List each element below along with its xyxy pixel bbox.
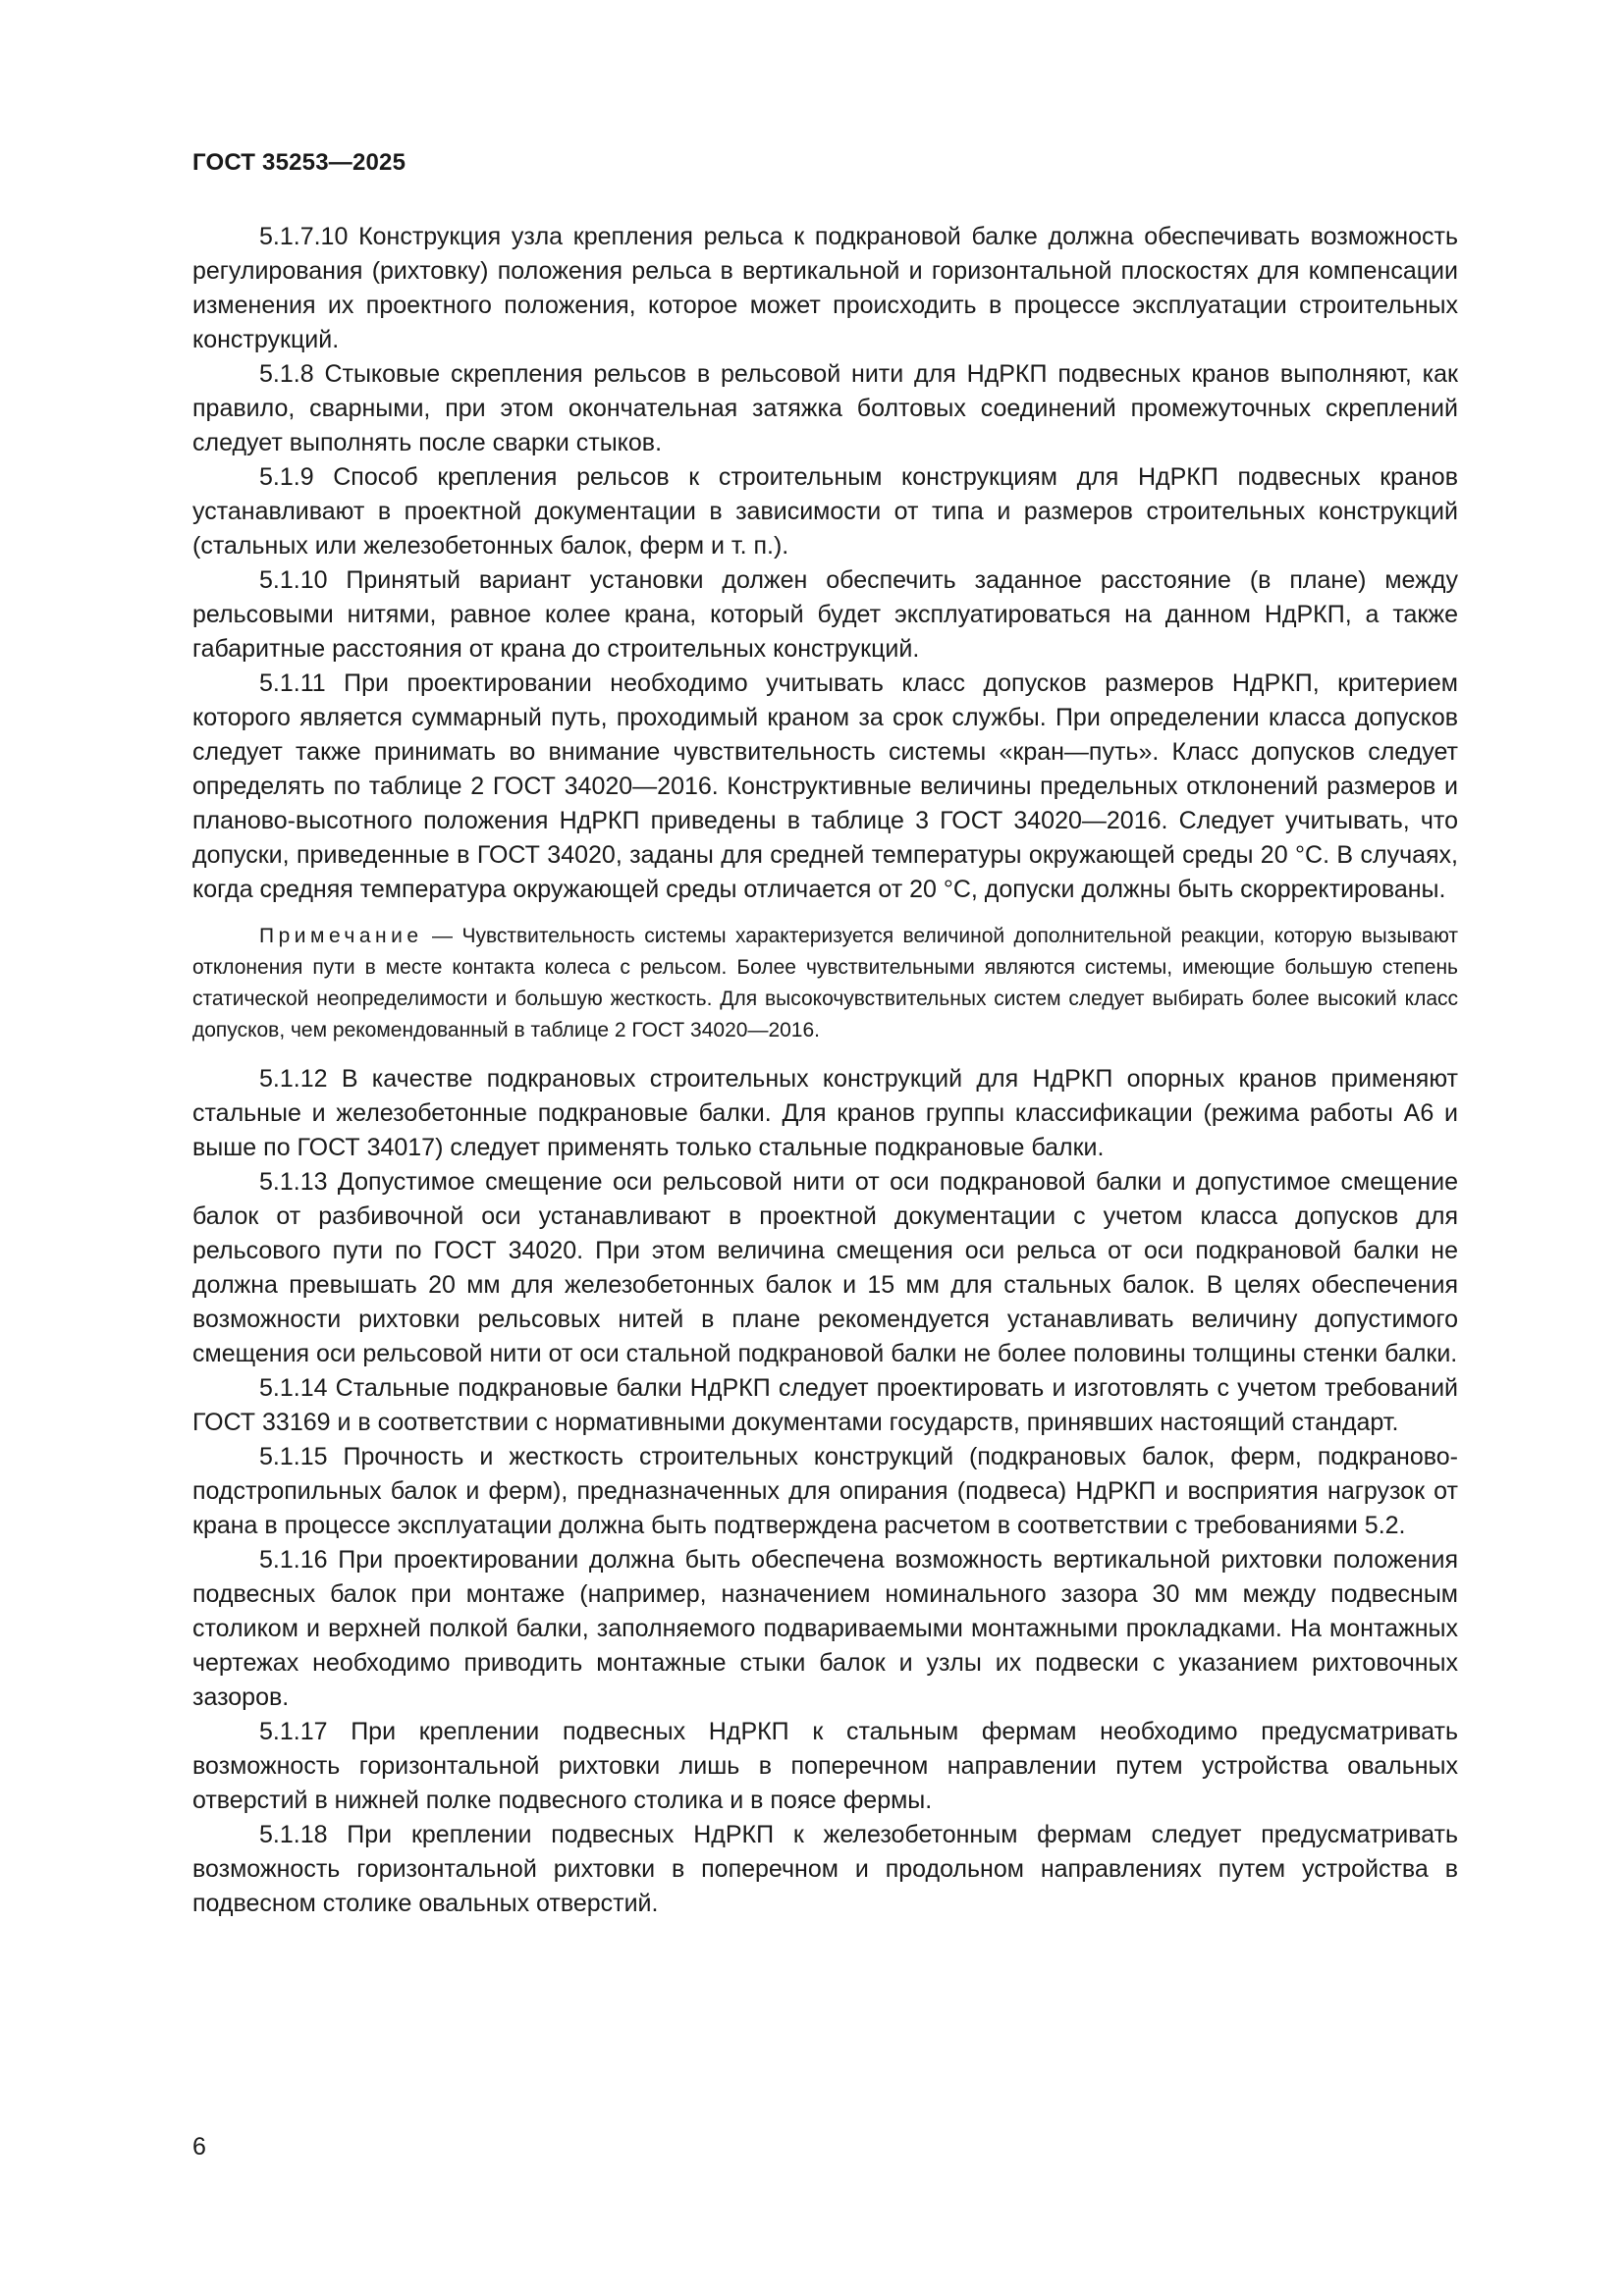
standard-header: ГОСТ 35253—2025 [192,149,406,176]
note-text: Чувствительность системы характеризуется величиной дополнительной реакции, которую вызывают отклонения пути в месте контакта колеса с рельсом. Более чувствительными являются системы, имеющие большую степень статической неопределимости и большую жесткость. Для высокочувствительных систем следует выбирать более высокий класс допусков, чем рекомендованный в таблице 2 ГОСТ 34020—2016. [192,925,1458,1041]
clause-5-1-16: 5.1.16 При проектировании должна быть обеспечена возможность вертикальной рихтовки положения подвесных балок при монтаже (например, назначением номинального зазора 30 мм между подвесным столиком и верхней полкой балки, заполняемого подвариваемыми монтажными прокладками. На монтажных чертежах необходимо приводить монтажные стыки балок и узлы их подвески с указанием рихтовочных зазоров. [192,1546,1458,1711]
clause-5-1-18: 5.1.18 При креплении подвесных НдРКП к железобетонным фермам следует предусматривать возможность горизонтальной рихтовки в поперечном и продольном направлениях путем устройства в подвесном столике овальных отверстий. [192,1821,1458,1917]
clause-5-1-8: 5.1.8 Стыковые скрепления рельсов в рельсовой нити для НдРКП подвесных кранов выполняют, как правило, сварными, при этом окончательная затяжка болтовых соединений промежуточных скреплений следует выполнять после сварки стыков. [192,360,1458,456]
note [192,921,1458,1046]
note-dash: — [422,925,462,947]
clause-5-1-14: 5.1.14 Стальные подкрановые балки НдРКП следует проектировать и изготовлять с учетом требований ГОСТ 33169 и в соответствии с нормативными документами государств, принявших настоящий стандарт. [192,1374,1458,1436]
clause-5-1-15: 5.1.15 Прочность и жесткость строительных конструкций (подкрановых балок, ферм, подкраново-подстропильных балок и ферм), предназначенных для опирания (подвеса) НдРКП и восприятия нагрузок от крана в процессе эксплуатации должна быть подтверждена расчетом в соответствии с требованиями 5.2. [192,1443,1458,1539]
clause-5-1-12: 5.1.12 В качестве подкрановых строительных конструкций для НдРКП опорных кранов применяют стальные и железобетонные подкрановые балки. Для кранов группы классификации (режима работы А6 и выше по ГОСТ 34017) следует применять только стальные подкрановые балки. [192,1065,1458,1161]
clause-5-1-7-10: 5.1.7.10 Конструкция узла крепления рельса к подкрановой балке должна обеспечивать возможность регулирования (рихтовку) положения рельса в вертикальной и горизонтальной плоскостях для компенсации изменения их проектного положения, которое может происходить в процессе эксплуатации строительных конструкций. [192,223,1458,353]
clause-5-1-11: 5.1.11 При проектировании необходимо учитывать класс допусков размеров НдРКП, критерием которого является суммарный путь, проходимый краном за срок службы. При определении класса допусков следует также принимать во внимание чувствительность системы «кран—путь». Класс допусков следует определять по таблице 2 ГОСТ 34020—2016. Конструктивные величины предельных отклонений размеров и планово-высотного положения НдРКП приведены в таблице 3 ГОСТ 34020—2016. Следует учитывать, что допуски, приведенные в ГОСТ 34020, заданы для средней температуры окружающей среды 20 °С. В случаях, когда средняя температура окружающей среды отличается от 20 °С, допуски должны быть скорректированы. [192,669,1458,903]
body-text [192,220,1458,1921]
clause-5-1-17: 5.1.17 При креплении подвесных НдРКП к стальным фермам необходимо предусматривать возможность горизонтальной рихтовки лишь в поперечном направлении путем устройства овальных отверстий в нижней полке подвесного столика и в поясе фермы. [192,1718,1458,1814]
page-number: 6 [192,2133,206,2161]
note-label: Примечание [259,925,423,947]
clause-5-1-9: 5.1.9 Способ крепления рельсов к строительным конструкциям для НдРКП подвесных кранов устанавливают в проектной документации в зависимости от типа и размеров строительных конструкций (стальных или железобетонных балок, ферм и т. п.). [192,463,1458,560]
clause-5-1-10: 5.1.10 Принятый вариант установки должен обеспечить заданное расстояние (в плане) между рельсовыми нитями, равное колее крана, который будет эксплуатироваться на данном НдРКП, а также габаритные расстояния от крана до строительных конструкций. [192,566,1458,663]
clause-5-1-13: 5.1.13 Допустимое смещение оси рельсовой нити от оси подкрановой балки и допустимое смещение балок от разбивочной оси устанавливают в проектной документации с учетом класса допусков для рельсового пути по ГОСТ 34020. При этом величина смещения оси рельса от оси подкрановой балки не должна превышать 20 мм для железобетонных балок и 15 мм для стальных балок. В целях обеспечения возможности рихтовки рельсовых нитей в плане рекомендуется устанавливать величину допустимого смещения оси рельсовой нити от оси стальной подкрановой балки не более половины толщины стенки балки. [192,1168,1458,1367]
